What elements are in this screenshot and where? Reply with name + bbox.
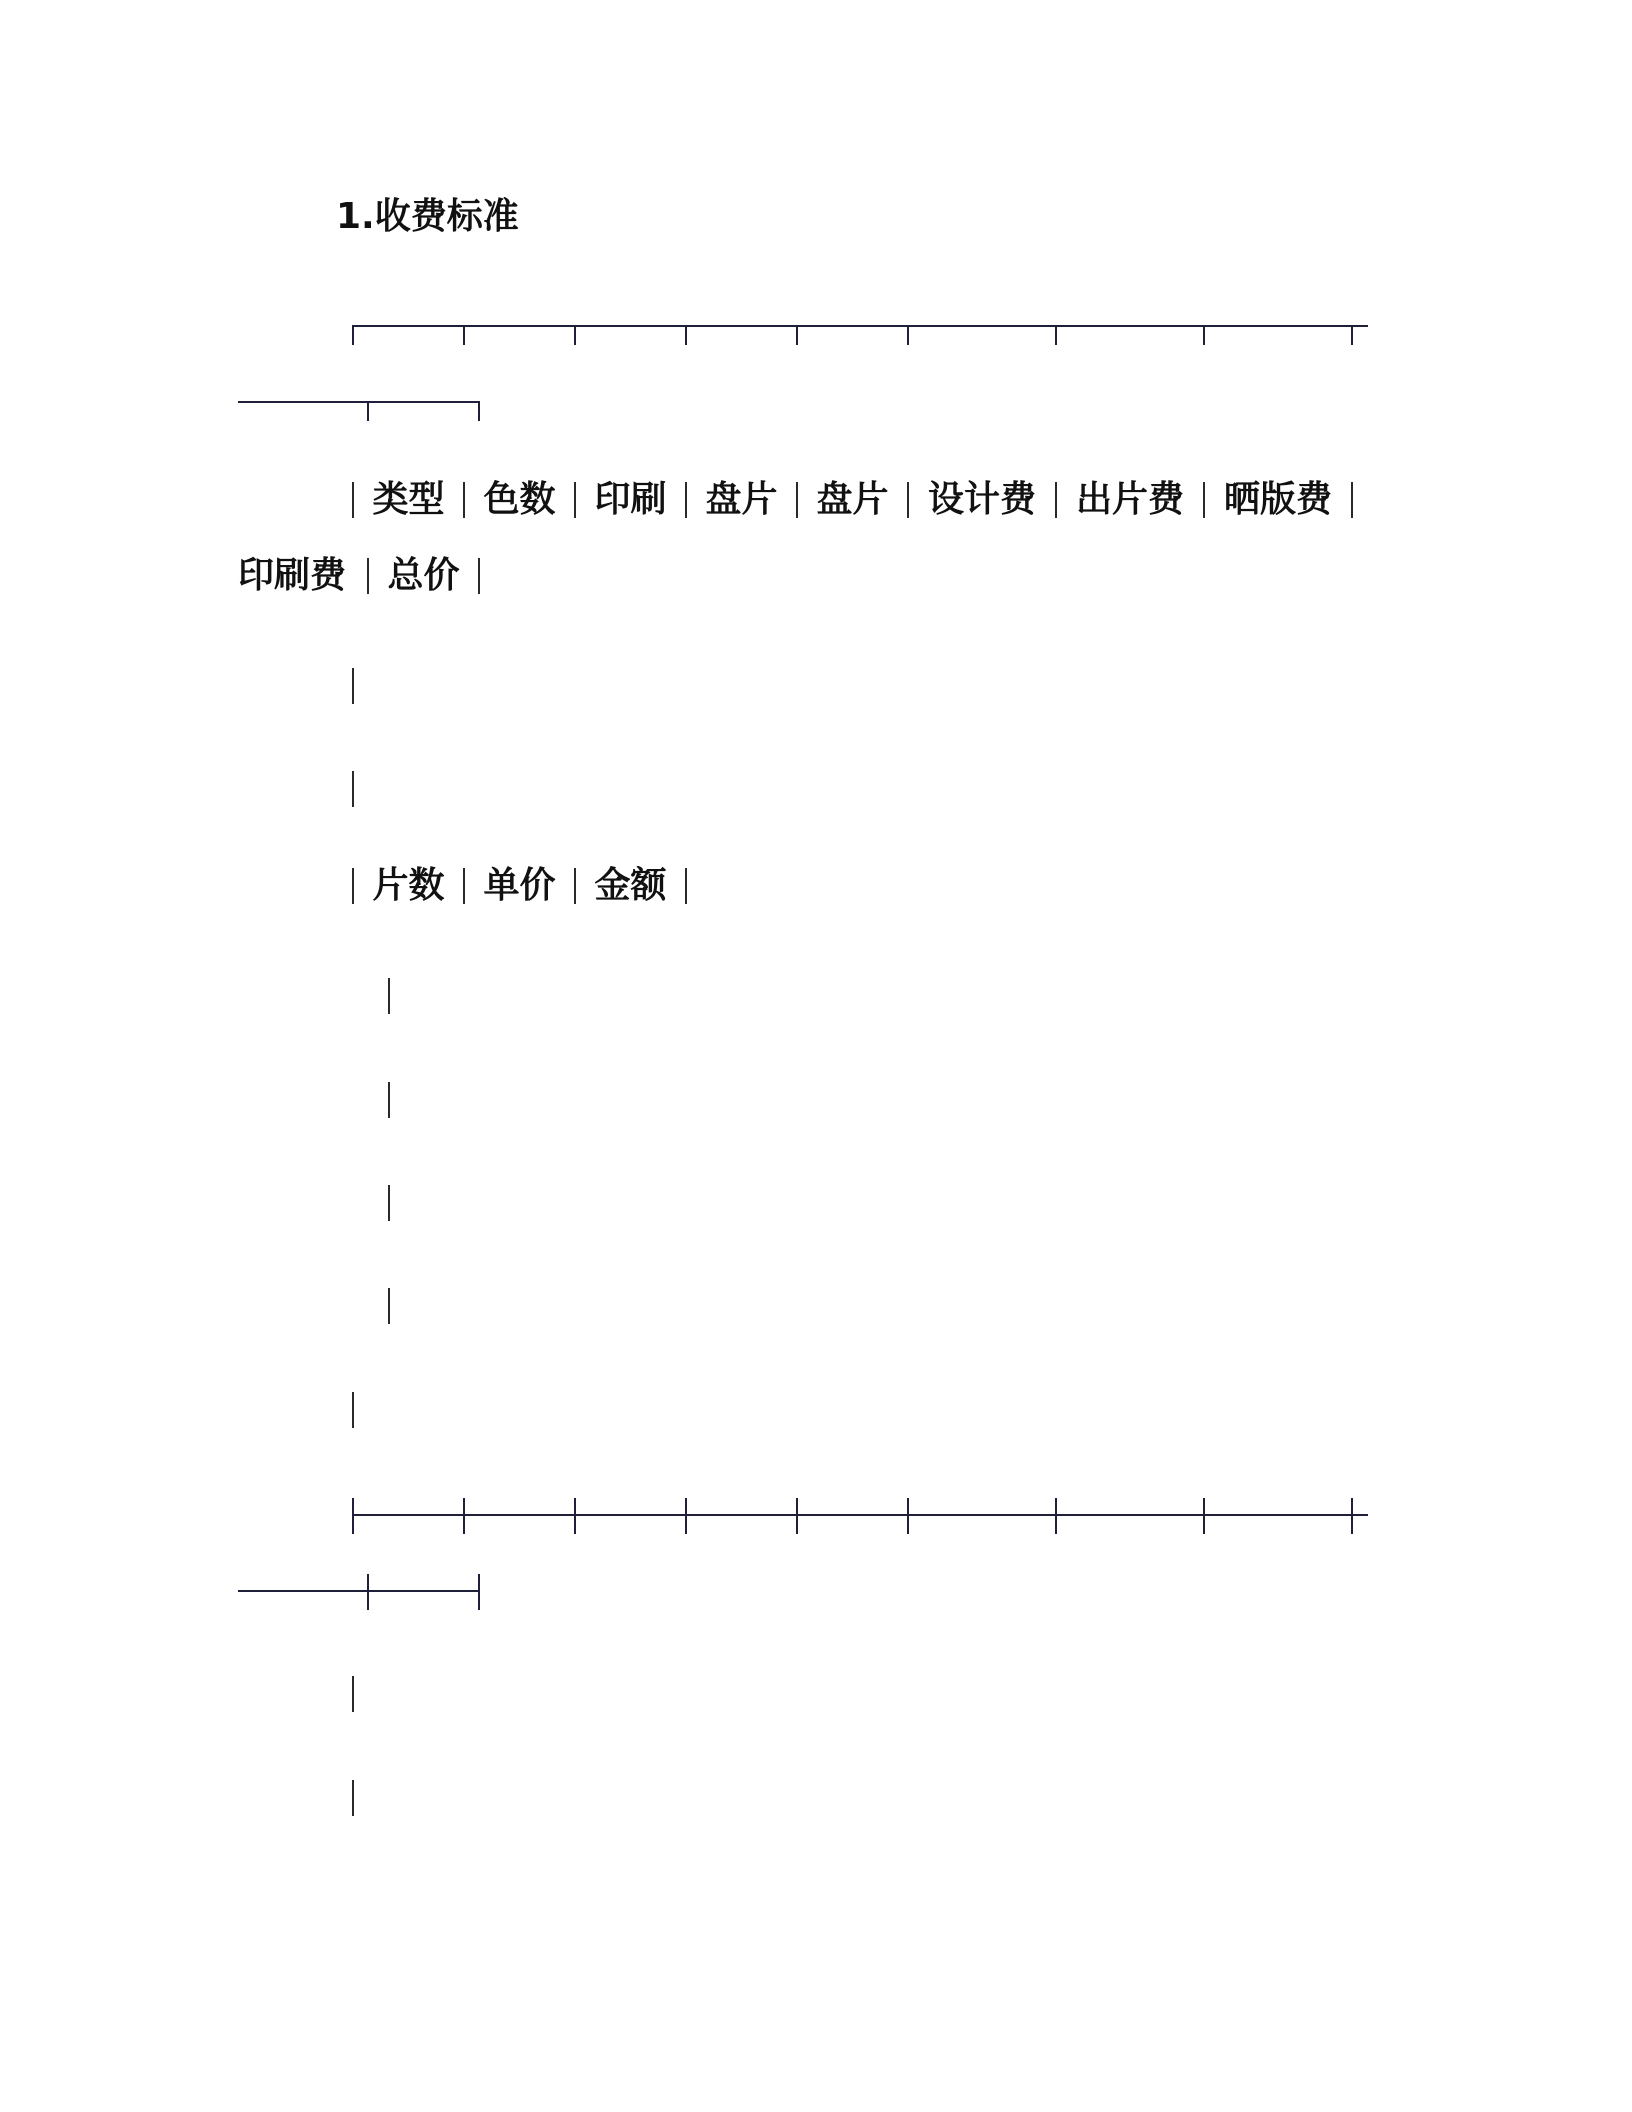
cell-divider [352, 1676, 354, 1712]
cell-divider [388, 1082, 390, 1118]
cell-divider [352, 668, 354, 704]
cell-divider [796, 482, 798, 518]
cell-divider [352, 1780, 354, 1816]
header-cell: 总价 [387, 555, 460, 596]
header-cell: 出片费 [1075, 479, 1184, 520]
cell-divider [574, 868, 576, 904]
table-top-border-cont [238, 401, 480, 403]
cell-divider [463, 868, 465, 904]
sub-header-cell: 单价 [483, 865, 556, 906]
border-tick [796, 1498, 798, 1534]
border-tick [1203, 325, 1205, 345]
header-cell: 印刷 [594, 479, 667, 520]
border-tick [478, 1574, 480, 1610]
border-tick [367, 401, 369, 421]
border-tick [907, 325, 909, 345]
border-tick [1055, 325, 1057, 345]
cell-divider [463, 482, 465, 518]
header-cell: 印刷费 [238, 555, 347, 596]
cell-divider [574, 482, 576, 518]
cell-divider [685, 868, 687, 904]
border-tick [685, 325, 687, 345]
border-tick [352, 325, 354, 345]
header-cell: 晒版费 [1223, 479, 1332, 520]
cell-divider [352, 482, 354, 518]
header-cell: 色数 [483, 479, 556, 520]
header-cell: 设计费 [927, 479, 1036, 520]
border-tick [463, 325, 465, 345]
cell-divider [352, 771, 354, 807]
border-tick [574, 1498, 576, 1534]
border-tick [685, 1498, 687, 1534]
border-tick [463, 1498, 465, 1534]
section-title: 1.收费标准 [336, 196, 519, 237]
border-tick [907, 1498, 909, 1534]
table-top-border [352, 325, 1368, 327]
cell-divider [907, 482, 909, 518]
border-tick [1203, 1498, 1205, 1534]
sub-header-cell: 金额 [594, 865, 667, 906]
cell-divider [388, 1288, 390, 1324]
cell-divider [1203, 482, 1205, 518]
table-mid-border [352, 1514, 1368, 1516]
cell-divider [388, 1185, 390, 1221]
cell-divider [1055, 482, 1057, 518]
border-tick [1055, 1498, 1057, 1534]
table-mid-border-cont [238, 1590, 480, 1592]
border-tick [796, 325, 798, 345]
header-cell: 盘片 [816, 479, 889, 520]
border-tick [574, 325, 576, 345]
border-tick [352, 1498, 354, 1534]
cell-divider [367, 558, 369, 594]
sub-header-cell: 片数 [372, 865, 445, 906]
header-cell: 类型 [372, 479, 445, 520]
cell-divider [388, 978, 390, 1014]
header-cell: 盘片 [705, 479, 778, 520]
border-tick [1351, 325, 1353, 345]
cell-divider [478, 558, 480, 594]
border-tick [367, 1574, 369, 1610]
cell-divider [685, 482, 687, 518]
border-tick [1351, 1498, 1353, 1534]
cell-divider [352, 1392, 354, 1428]
border-tick [478, 401, 480, 421]
cell-divider [352, 868, 354, 904]
cell-divider [1351, 482, 1353, 518]
